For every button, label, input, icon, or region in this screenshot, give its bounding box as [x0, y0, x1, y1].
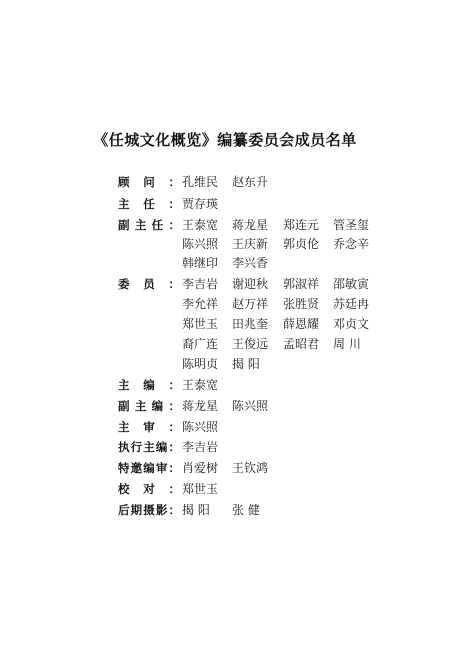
page-title: 《任城文化概览》编纂委员会成员名单 [93, 131, 357, 149]
member-name: 王俊远 [232, 337, 269, 351]
role-label: 委 员 ： [118, 277, 180, 291]
roster-row [0, 355, 450, 373]
member-name: 赵东升 [232, 175, 269, 189]
member-name: 郑世玉 [182, 317, 219, 331]
role-label: 执 行 主 编 ： [118, 440, 180, 454]
member-name: 郭贞伦 [283, 237, 320, 251]
roster-row [0, 235, 450, 253]
member-name: 李兴香 [232, 256, 269, 270]
member-name: 陈明贞 [182, 357, 219, 371]
roster-row [0, 501, 450, 519]
member-name: 苏廷冉 [333, 297, 370, 311]
role-label: 特 邀 编 审 ： [118, 461, 180, 475]
member-name: 张 健 [232, 503, 260, 517]
roster-row [0, 418, 450, 436]
member-name: 孔维民 [182, 175, 219, 189]
roster-row [0, 480, 450, 498]
member-name: 韩继印 [182, 256, 219, 270]
member-name: 郑世玉 [182, 482, 219, 496]
role-label: 后 期 摄 影 ： [118, 503, 180, 517]
member-name: 李吉岩 [182, 277, 219, 291]
member-name: 邓贞文 [333, 317, 370, 331]
member-name: 肖爱树 [182, 461, 219, 475]
member-name: 蒋龙星 [232, 218, 269, 232]
roster-row [0, 315, 450, 333]
member-name: 周 川 [333, 337, 361, 351]
role-label: 主 编 ： [118, 378, 180, 392]
member-name: 揭 阳 [182, 503, 210, 517]
member-name: 蒋龙星 [182, 399, 219, 413]
member-name: 裔广连 [182, 337, 219, 351]
roster-row [0, 438, 450, 456]
member-name: 揭 阳 [232, 357, 260, 371]
member-name: 乔念辛 [333, 237, 370, 251]
roster-row [0, 295, 450, 313]
member-name: 陈兴照 [182, 420, 219, 434]
member-name: 王泰宽 [182, 218, 219, 232]
roster-row [0, 397, 450, 415]
role-label: 顾 问 ： [118, 175, 180, 189]
member-name: 贾存瑛 [182, 197, 219, 211]
member-name: 王钦鸿 [232, 461, 269, 475]
role-label: 副 主 编 ： [118, 399, 180, 413]
roster-row [0, 254, 450, 272]
role-label: 副 主 任 ： [118, 218, 180, 232]
member-name: 郑连元 [283, 218, 320, 232]
role-label: 校 对 ： [118, 482, 180, 496]
member-name: 郭淑祥 [283, 277, 320, 291]
member-name: 李吉岩 [182, 440, 219, 454]
member-name: 谢迎秋 [232, 277, 269, 291]
member-name: 陈兴照 [182, 237, 219, 251]
roster-row [0, 173, 450, 191]
role-label: 主 任 ： [118, 197, 180, 211]
roster-row [0, 195, 450, 213]
member-name: 王泰宽 [182, 378, 219, 392]
member-name: 邵敏寅 [333, 277, 370, 291]
member-name: 管圣玺 [333, 218, 370, 232]
member-name: 陈兴照 [232, 399, 269, 413]
member-name: 孟昭君 [283, 337, 320, 351]
roster-row [0, 275, 450, 293]
roster-row [0, 376, 450, 394]
member-name: 王庆新 [232, 237, 269, 251]
member-name: 田兆奎 [232, 317, 269, 331]
roster-row [0, 216, 450, 234]
role-label: 主 审 ： [118, 420, 180, 434]
roster-row [0, 459, 450, 477]
member-name: 薛恩耀 [283, 317, 320, 331]
member-name: 张胜贤 [283, 297, 320, 311]
member-name: 李允祥 [182, 297, 219, 311]
member-name: 赵万祥 [232, 297, 269, 311]
roster-row [0, 335, 450, 353]
